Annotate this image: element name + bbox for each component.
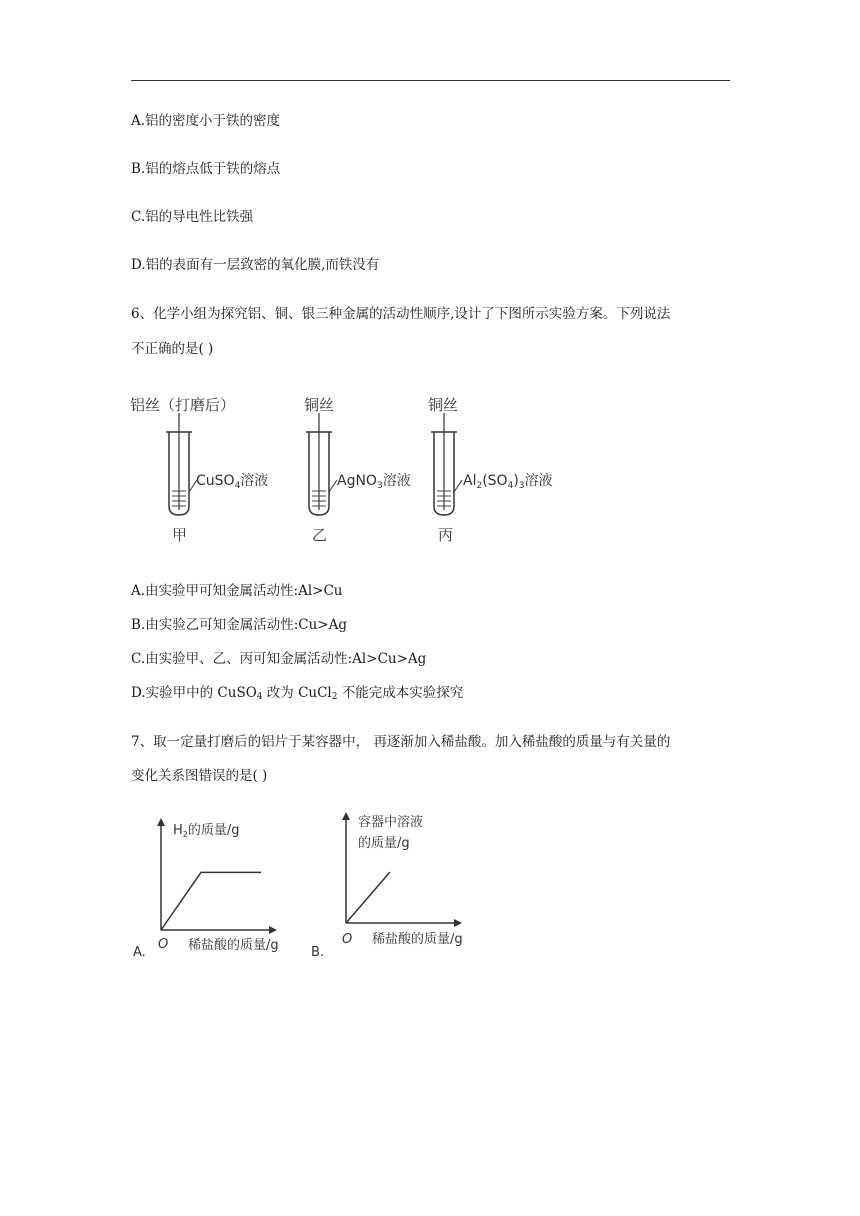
q6-option-a: A.由实验甲可知金属活动性:Al>Cu	[131, 583, 343, 599]
q6-test-tube-figure	[128, 388, 588, 548]
q5-option-d: D.铝的表面有一层致密的氧化膜,而铁没有	[131, 257, 380, 273]
option-b-label: B.	[311, 945, 325, 960]
tube-yi-label: 乙	[312, 526, 328, 544]
q7-stem-line2: 变化关系图错误的是( )	[131, 768, 268, 784]
q6-stem-line2: 不正确的是( )	[131, 341, 214, 357]
chart-a	[133, 818, 279, 960]
q6-stem-line1: 6、化学小组为探究铝、铜、银三种金属的活动性顺序,设计了下图所示实验方案。下列说法	[131, 306, 671, 322]
tube-yi	[304, 396, 411, 544]
q6-option-b: B.由实验乙可知金属活动性:Cu>Ag	[131, 617, 347, 633]
q6-option-d: D.实验甲中的 CuSO$_4$ 改为 CuCl$_2$ 不能完成本实验探究	[131, 685, 464, 702]
tube-jia	[130, 396, 268, 544]
chart-b-series-line	[346, 872, 390, 923]
option-a-label: A.	[133, 945, 146, 960]
tube-jia-wire-label: 铝丝（打磨后）	[130, 396, 236, 414]
q7-graphs	[128, 810, 508, 965]
q5-option-b: B.铝的熔点低于铁的熔点	[131, 161, 281, 177]
tube-yi-wire-label: 铜丝	[304, 396, 335, 414]
tube-jia-label: 甲	[172, 526, 188, 544]
q6-option-c: C.由实验甲、乙、丙可知金属活动性:Al>Cu>Ag	[131, 651, 427, 667]
q7-stem-line1: 7、取一定量打磨后的铝片于某容器中， 再逐渐加入稀盐酸。加入稀盐酸的质量与有关量的	[131, 734, 671, 750]
chart-a-ylabel: $H_2$的质量/g	[173, 823, 240, 839]
header-rule	[131, 80, 730, 81]
tube-bing-label: 丙	[438, 526, 454, 544]
tube-bing-wire-label: 铜丝	[428, 396, 459, 414]
tube-bing	[428, 396, 553, 544]
chart-a-series-line	[161, 872, 261, 930]
chart-b-xlabel: 稀盐酸的质量/g	[372, 932, 463, 947]
tube-bing-solution-label: $Al_2(SO_4)_3$溶液	[463, 473, 553, 491]
tube-jia-solution-label: CuSO$_4$溶液	[196, 473, 269, 491]
chart-a-xlabel: 稀盐酸的质量/g	[188, 938, 279, 953]
q5-option-c: C.铝的导电性比铁强	[131, 209, 254, 225]
chart-a-origin: O	[158, 937, 169, 952]
chart-b	[311, 812, 463, 960]
q5-option-a: A.铝的密度小于铁的密度	[131, 113, 281, 129]
chart-b-ylabel-line2: 的质量/g	[358, 836, 410, 851]
chart-b-origin: O	[342, 932, 353, 947]
tube-yi-solution-label: AgNO$_3$溶液	[337, 473, 411, 491]
chart-b-ylabel-line1: 容器中溶液	[358, 815, 424, 830]
